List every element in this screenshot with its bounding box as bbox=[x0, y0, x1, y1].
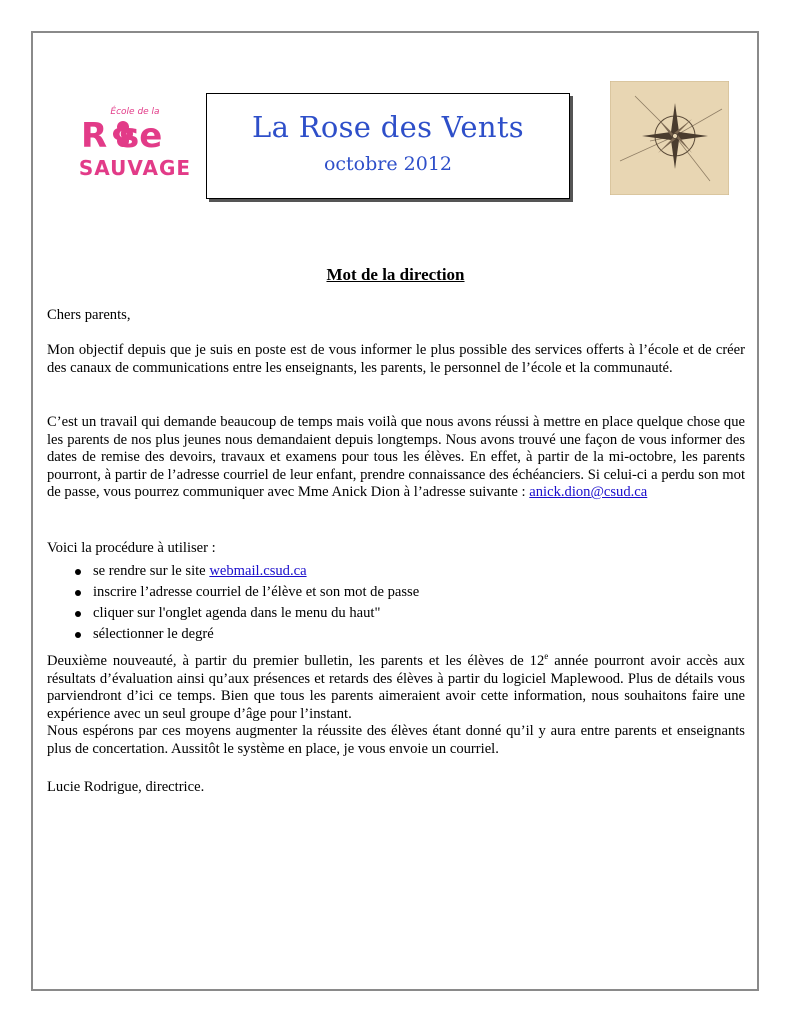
logo-text-top: École de la bbox=[110, 107, 160, 117]
step-3-text: cliquer sur l'onglet agenda dans le menu du haut" bbox=[93, 605, 381, 621]
paragraph-2-text: C’est un travail qui demande beaucoup de temps mais voilà que nous avons réussi à mettre en place quelque chose que les parents de nos plus jeunes nous demandaient depuis longtemps. Nous avons trouvé une façon de vous informer des dates de remise des devoirs, travaux et examens pour tous les élèves. En effet, à partir de la mi-octobre, les parents pourront, à partir de l’adresse courriel de leur enfant, prendre connaissance des échéanciers. Si celui-ci a perdu son mot de passe, vous pourrez communiquer avec Mme Anick Dion à l’adresse suivante : bbox=[47, 414, 745, 500]
step-4-text: sélectionner le degré bbox=[93, 626, 214, 642]
webmail-link[interactable]: webmail.csud.ca bbox=[209, 563, 307, 579]
logo-text-bottom: SAUVAGE bbox=[78, 156, 192, 180]
section-title: Mot de la direction bbox=[326, 265, 465, 284]
paragraph-3-sup: e bbox=[544, 651, 549, 662]
step-1-text: se rendre sur le site bbox=[93, 563, 210, 579]
newsletter-title: La Rose des Vents bbox=[252, 110, 524, 144]
paragraph-3-before: Deuxième nouveauté, à partir du premier bulletin, les parents et les élèves de 12 bbox=[47, 653, 545, 669]
list-item bbox=[47, 603, 745, 624]
paragraph-3 bbox=[47, 653, 745, 758]
procedure-steps bbox=[47, 561, 745, 645]
email-link[interactable]: anick.dion@csud.ca bbox=[529, 484, 648, 500]
paragraph-3-after: année pourront avoir accès aux résultats d’évaluation ainsi qu’aux présences et retards des élèves à partir du logiciel Maplewood. Plus de détails vous parviendront d’ici ce temps. Bien que tous les parents aimeraient avoir cette information, nous souhaitons faire une expérience avec un seul groupe d’âge pour l’instant. bbox=[47, 653, 745, 722]
list-item bbox=[47, 624, 745, 645]
newsletter-date: octobre 2012 bbox=[323, 153, 453, 175]
compass-rose-icon bbox=[610, 81, 729, 195]
school-logo bbox=[75, 103, 195, 183]
greeting bbox=[47, 307, 745, 325]
paragraph-1 bbox=[47, 342, 745, 377]
procedure bbox=[47, 540, 745, 645]
greeting-text: Chers parents, bbox=[47, 307, 131, 323]
step-2-text: inscrire l’adresse courriel de l’élève et son mot de passe bbox=[93, 584, 420, 600]
title-box bbox=[206, 93, 570, 199]
signature-text: Lucie Rodrigue, directrice. bbox=[47, 779, 205, 795]
paragraph-3-line2: Nous espérons par ces moyens augmenter la réussite des élèves étant donné qu’il y aura entre parents et enseignants plus de concertation. Aussitôt le système en place, je vous envoie un courriel. bbox=[47, 723, 745, 757]
paragraph-2 bbox=[47, 414, 745, 502]
paragraph-1-text: Mon objectif depuis que je suis en poste est de vous informer le plus possible des services offerts à l’école et de créer des canaux de communications entre les enseignants, les parents, le personnel de l’école et la communauté. bbox=[47, 342, 745, 376]
signature bbox=[47, 779, 745, 797]
procedure-intro: Voici la procédure à utiliser : bbox=[47, 540, 216, 556]
list-item bbox=[47, 582, 745, 603]
list-item bbox=[47, 561, 745, 582]
logo-text-rose: R se bbox=[81, 116, 163, 156]
